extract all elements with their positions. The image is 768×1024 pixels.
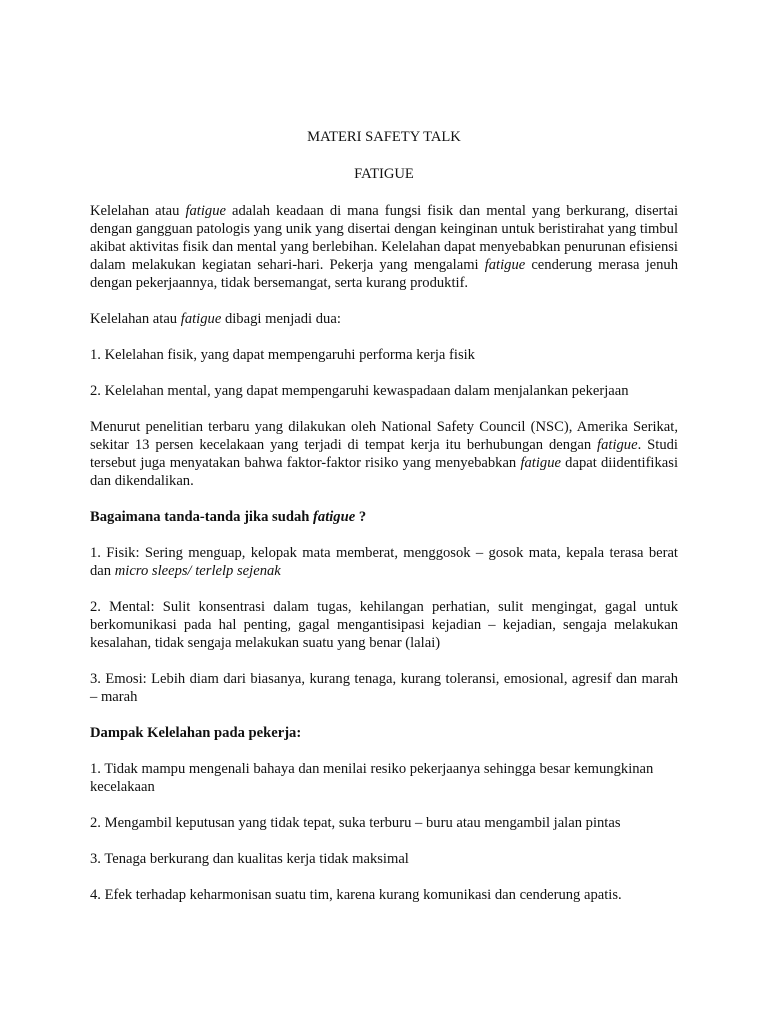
document-body [90,128,678,922]
sign-emotional: 3. Emosi: Lebih diam dari biasanya, kurang tenaga, kurang toleransi, emosional, agresif dan marah – marah [90,671,678,705]
research-italic-1: fatigue [597,437,638,453]
sign-physical-text: 1. Fisik: Sering menguap, kelopak mata memberat, menggosok – gosok mata, kepala terasa berat dan [90,545,678,579]
research-text-3: dapat diidentifikasi dan dikendalikan. [90,455,678,489]
division-italic: fatigue [180,311,222,327]
research-italic-2: fatigue [520,455,561,471]
document-subtitle: FATIGUE [354,166,414,182]
research-text-1: Menurut penelitian terbaru yang dilakukan oleh National Safety Council (NSC), Amerika Serikat, sekitar 13 persen kecelakaan yang terjadi di tempat kerja itu berhubungan dengan [90,419,678,453]
intro-italic-1: fatigue [185,203,226,219]
sign-physical-italic: micro sleeps/ terlelp sejenak [114,563,281,579]
intro-text-2: adalah keadaan di mana fungsi fisik dan mental yang berkurang, disertai dengan gangguan patologis yang unik yang disertai dengan keinginan untuk beristirahat yang timbul akibat aktivitas fisik dan mental yang berlebihan. Kelelahan dapat menyebabkan penurunan efisiensi dalam melakukan kegiatan sehari-hari. Pekerja yang mengalami [90,203,678,273]
intro-text-1: Kelelahan atau [90,203,186,219]
division-paragraph [90,310,678,328]
sign-mental: 2. Mental: Sulit konsentrasi dalam tugas, kehilangan perhatian, sulit mengingat, gagal untuk berkomunikasi pada hal penting, gagal mengantisipasi kejadian – kejadian, sengaja melakukan kesalahan, tidak sengaja melakukan suatu yang benar (lalai) [90,599,678,651]
impact-item-1: 1. Tidak mampu mengenali bahaya dan menilai resiko pekerjaanya sehingga besar kemungkinan kecelakaan [90,761,654,795]
intro-italic-2: fatigue [484,257,526,273]
division-text-2: dibagi menjadi dua: [221,311,341,327]
division-text-1: Kelelahan atau [90,311,181,327]
fatigue-type-2: 2. Kelelahan mental, yang dapat mempengaruhi kewaspadaan dalam menjalankan pekerjaan [90,383,629,399]
impact-item-4: 4. Efek terhadap keharmonisan suatu tim, karena kurang komunikasi dan cenderung apatis. [90,887,622,903]
signs-heading-italic: fatigue [313,509,356,525]
intro-paragraph [90,202,678,292]
impact-item-2: 2. Mengambil keputusan yang tidak tepat, suka terburu – buru atau mengambil jalan pintas [90,815,621,831]
impact-item-3: 3. Tenaga berkurang dan kualitas kerja tidak maksimal [90,851,409,867]
fatigue-type-1: 1. Kelelahan fisik, yang dapat mempengaruhi performa kerja fisik [90,347,475,363]
signs-heading-text-1: Bagaimana tanda-tanda jika sudah [90,509,314,525]
intro-text-3: cenderung merasa jenuh dengan pekerjaannya, tidak bersemangat, serta kurang produktif. [90,257,678,291]
impact-heading: Dampak Kelelahan pada pekerja: [90,725,302,741]
document-title: MATERI SAFETY TALK [307,129,461,145]
sign-physical [90,544,678,580]
research-text-2: . Studi tersebut juga menyatakan bahwa faktor-faktor risiko yang menyebabkan [90,437,678,471]
signs-heading [90,508,678,526]
signs-heading-text-2: ? [355,509,367,525]
research-paragraph [90,418,678,490]
